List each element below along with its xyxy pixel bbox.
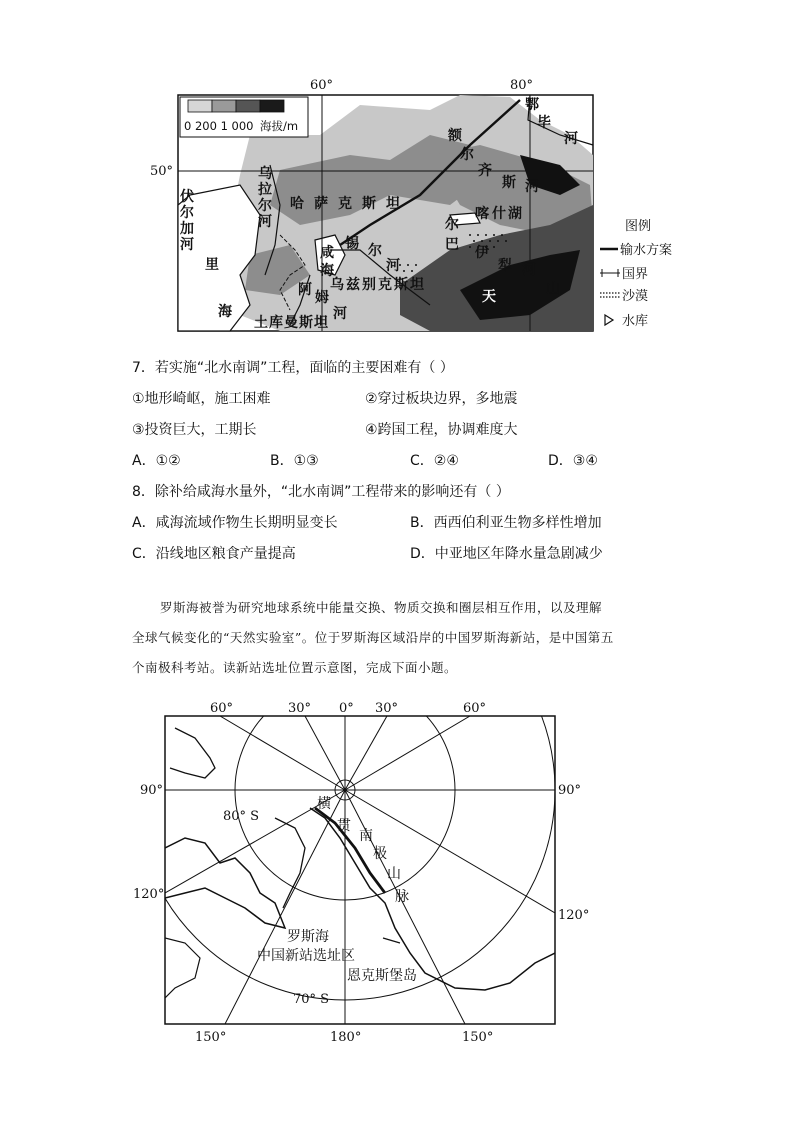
inexpressible-island-label: 恩克斯堡岛 bbox=[347, 968, 417, 984]
q7-choice-b[interactable]: B．①③ bbox=[270, 453, 319, 469]
bottom-lon-180: 180° bbox=[330, 1030, 362, 1045]
label-qi: 齐 bbox=[478, 163, 492, 179]
label-yi: 伊 bbox=[475, 245, 489, 261]
ross-sea-map bbox=[125, 698, 595, 1048]
legend-reservoir: 水库 bbox=[622, 314, 649, 329]
mountain-char-4: 极 bbox=[373, 846, 387, 862]
bottom-lon-150-e: 150° bbox=[462, 1030, 494, 1045]
left-lon-90: 90° bbox=[140, 783, 164, 798]
q7-option-3: ③投资巨大，工期长 bbox=[132, 422, 257, 438]
elevation-unit: 海拔/m bbox=[260, 119, 299, 133]
legend-title: 图例 bbox=[625, 219, 652, 234]
top-lon-30-e: 30° bbox=[375, 701, 399, 716]
label-bi: 毕 bbox=[537, 115, 551, 131]
map-legend bbox=[600, 219, 672, 329]
label-mu: 姆 bbox=[315, 290, 329, 306]
label-er3: 尔 bbox=[460, 147, 474, 163]
label-tian: 天 bbox=[482, 289, 496, 305]
mountain-char-1: 横 bbox=[317, 796, 331, 812]
label-fu: 伏 bbox=[180, 189, 194, 205]
label-xian: 咸 bbox=[320, 245, 334, 261]
label-he7: 河 bbox=[522, 262, 536, 278]
label-he2: 河 bbox=[180, 237, 194, 253]
legend-water-transfer: 输水方案 bbox=[620, 243, 673, 258]
lat-80s: 80° S bbox=[223, 809, 260, 824]
q8-stem: 8．除补给咸海水量外，“北水南调”工程带来的影响还有（ ） bbox=[132, 484, 510, 500]
top-lon-30-w: 30° bbox=[288, 701, 312, 716]
top-lon-0: 0° bbox=[339, 701, 354, 716]
ross-sea-label: 罗斯海 bbox=[287, 929, 329, 945]
q8-choice-d[interactable]: D．中亚地区年降水量急剧减少 bbox=[410, 546, 603, 562]
q8-choice-c[interactable]: C．沿线地区粮食产量提高 bbox=[132, 546, 296, 562]
label-wu: 乌 bbox=[258, 166, 272, 182]
lat-label-50: 50° bbox=[150, 164, 174, 179]
q8-choice-b[interactable]: B．西西伯利亚生物多样性增加 bbox=[410, 515, 602, 531]
mountain-char-5: 山 bbox=[387, 866, 401, 882]
reservoir-icon bbox=[605, 315, 613, 325]
passage-line-1: 罗斯海被誉为研究地球系统中能量交换、物质交换和圈层相互作用，以及理解 bbox=[160, 600, 603, 615]
q7-choice-a[interactable]: A．①② bbox=[132, 453, 181, 469]
q7-choice-d[interactable]: D．③④ bbox=[548, 453, 598, 469]
label-hai2: 海 bbox=[320, 263, 334, 279]
label-er4: 尔 bbox=[368, 243, 382, 259]
station-site-label: 中国新站选址区 bbox=[257, 948, 355, 964]
label-shi: 什 bbox=[492, 206, 506, 222]
label-la: 拉 bbox=[258, 182, 272, 198]
label-he6: 河 bbox=[333, 306, 347, 322]
q7-option-4: ④跨国工程，协调难度大 bbox=[365, 422, 518, 438]
label-he5: 河 bbox=[386, 258, 400, 274]
q7-stem: 7．若实施“北水南调”工程，面临的主要困难有（ ） bbox=[132, 360, 454, 376]
label-hai1: 海 bbox=[218, 304, 232, 320]
label-e: 鄂 bbox=[525, 97, 539, 113]
label-er1: 尔 bbox=[180, 205, 194, 221]
passage-line-2: 全球气候变化的“天然实验室”。位于罗斯海区域沿岸的中国罗斯海新站，是中国第五 bbox=[132, 630, 614, 645]
mountain-char-2: 贯 bbox=[337, 818, 351, 834]
elevation-values: 0 200 1 000 bbox=[184, 119, 254, 133]
lon-label-60: 60° bbox=[310, 78, 334, 93]
lon-label-80: 80° bbox=[510, 78, 534, 93]
q7-choice-c[interactable]: C．②④ bbox=[410, 453, 459, 469]
label-si: 斯 bbox=[502, 175, 516, 191]
q7-option-2: ②穿过板块边界，多地震 bbox=[365, 391, 518, 407]
label-turkmenistan: 土库曼斯坦 bbox=[254, 315, 329, 331]
label-uzbekistan: 乌兹别克斯坦 bbox=[330, 277, 426, 293]
label-er2: 尔 bbox=[258, 198, 272, 214]
left-lon-120: 120° bbox=[133, 887, 165, 902]
q8-choice-a[interactable]: A．咸海流域作物生长期明显变长 bbox=[132, 515, 338, 531]
right-lon-90: 90° bbox=[558, 783, 582, 798]
label-shan: 山 bbox=[546, 281, 560, 297]
label-xi: 锡 bbox=[345, 236, 359, 252]
label-er5: 尔 bbox=[445, 217, 459, 233]
passage-line-3: 个南极科考站。读新站选址位置示意图，完成下面小题。 bbox=[132, 660, 458, 675]
label-a: 阿 bbox=[298, 282, 312, 298]
lat-70s: 70° S bbox=[293, 992, 330, 1007]
label-he3: 河 bbox=[258, 214, 272, 230]
label-e2: 额 bbox=[448, 128, 462, 144]
right-lon-120: 120° bbox=[558, 908, 590, 923]
label-kazakhstan: 哈萨克斯坦 bbox=[290, 196, 410, 212]
label-hu: 湖 bbox=[508, 206, 522, 222]
bottom-lon-150-w: 150° bbox=[195, 1030, 227, 1045]
q7-option-1: ①地形崎岖，施工困难 bbox=[132, 391, 271, 407]
label-jia: 加 bbox=[180, 221, 194, 237]
label-ba: 巴 bbox=[445, 237, 459, 253]
label-li: 里 bbox=[205, 257, 219, 273]
elevation-scale bbox=[180, 97, 308, 137]
label-ka: 喀 bbox=[475, 206, 489, 222]
label-he4: 河 bbox=[525, 179, 539, 195]
label-he1: 河 bbox=[564, 131, 578, 147]
label-li2: 犁 bbox=[498, 258, 512, 274]
central-asia-map bbox=[130, 75, 690, 335]
top-lon-60-w: 60° bbox=[210, 701, 234, 716]
mountain-char-6: 脉 bbox=[395, 889, 409, 905]
mountain-char-3: 南 bbox=[359, 828, 373, 844]
legend-border: 国界 bbox=[622, 267, 649, 282]
legend-desert: 沙漠 bbox=[622, 289, 649, 304]
top-lon-60-e: 60° bbox=[463, 701, 487, 716]
